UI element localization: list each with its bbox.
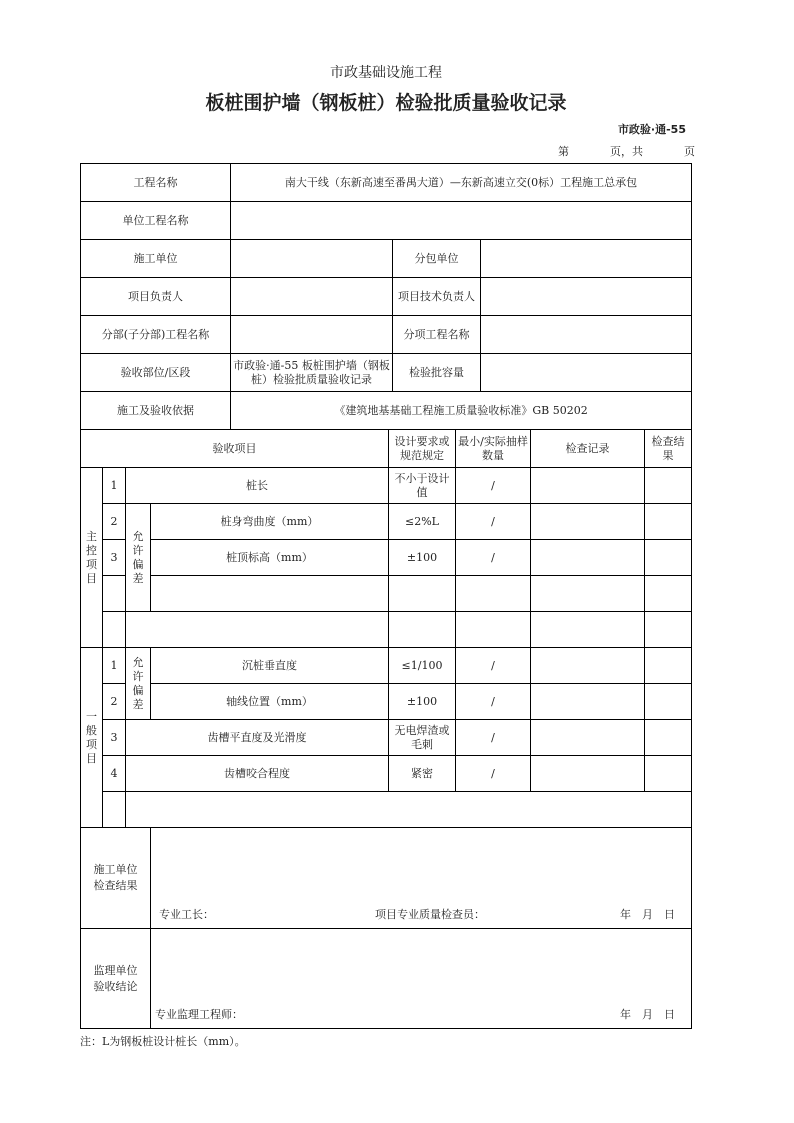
main-row-1-record[interactable] xyxy=(531,468,645,504)
location-value[interactable]: 市政验·通-55 板桩围护墙（钢板桩）检验批质量验收记录 xyxy=(231,354,393,392)
subcontractor-label: 分包单位 xyxy=(393,240,481,278)
general-deviation-label xyxy=(126,648,151,720)
general-label xyxy=(81,648,103,828)
main-row-1-result[interactable] xyxy=(645,468,692,504)
main-row-empty-1-no xyxy=(103,576,126,612)
general-row-4-record[interactable] xyxy=(531,756,645,792)
general-row-4-result[interactable] xyxy=(645,756,692,792)
main-row-empty-1-result[interactable] xyxy=(645,576,692,612)
page-ye: 页 xyxy=(684,145,695,158)
col-header-sample: 最小/实际抽样数量 xyxy=(456,430,531,468)
division-label: 分部(子分部)工程名称 xyxy=(81,316,231,354)
footnote: 注：L为钢板桩设计桩长（mm）。 xyxy=(80,1035,246,1048)
general-row-4-name: 齿槽咬合程度 xyxy=(126,756,389,792)
main-row-3-no: 3 xyxy=(103,540,126,576)
main-row-empty-1 xyxy=(81,576,692,612)
general-row-1-result[interactable] xyxy=(645,648,692,684)
row-contractor xyxy=(81,240,692,278)
main-deviation-label-text: 允许偏差 xyxy=(132,529,144,585)
main-row-1-no: 1 xyxy=(103,468,126,504)
contractor-check-label: 施工单位检查结果 xyxy=(81,828,151,929)
general-row-4-no: 4 xyxy=(103,756,126,792)
main-row-empty-1-sample[interactable] xyxy=(456,576,531,612)
project-manager-value[interactable] xyxy=(231,278,393,316)
inspector-label: 项目专业质量检查员： xyxy=(375,908,485,921)
general-row-1-standard: ≤1/100 xyxy=(389,648,456,684)
page-di: 第 xyxy=(558,145,569,158)
general-row-3-name: 齿槽平直度及光滑度 xyxy=(126,720,389,756)
main-row-empty-1-record[interactable] xyxy=(531,576,645,612)
row-location xyxy=(81,354,692,392)
main-row-2 xyxy=(81,504,692,540)
main-row-empty-2-record[interactable] xyxy=(531,612,645,648)
form-code: 市政验·通-55 xyxy=(617,123,686,136)
general-row-2-name: 轴线位置（mm） xyxy=(151,684,389,720)
subcontractor-value[interactable] xyxy=(481,240,692,278)
general-row-2-standard: ±100 xyxy=(389,684,456,720)
main-row-empty-2-sample[interactable] xyxy=(456,612,531,648)
row-basis xyxy=(81,392,692,430)
subitem-label: 分项工程名称 xyxy=(393,316,481,354)
project-name-value[interactable]: 南大干线（东新高速至番禺大道）—东新高速立交(0标）工程施工总承包 xyxy=(231,164,692,202)
main-row-empty-1-standard[interactable] xyxy=(389,576,456,612)
main-row-empty-2-standard[interactable] xyxy=(389,612,456,648)
contractor-label: 施工单位 xyxy=(81,240,231,278)
col-header-result: 检查结果 xyxy=(645,430,692,468)
basis-value[interactable]: 《建筑地基基础工程施工质量验收标准》GB 50202 xyxy=(231,392,692,430)
main-row-2-standard: ≤2%L xyxy=(389,504,456,540)
general-row-empty-content[interactable] xyxy=(126,792,692,828)
project-name-label: 工程名称 xyxy=(81,164,231,202)
basis-label: 施工及验收依据 xyxy=(81,392,231,430)
general-row-2-record[interactable] xyxy=(531,684,645,720)
general-row-3-result[interactable] xyxy=(645,720,692,756)
main-row-3-result[interactable] xyxy=(645,540,692,576)
subitem-value[interactable] xyxy=(481,316,692,354)
contractor-check-area[interactable] xyxy=(151,828,692,929)
main-row-empty-2 xyxy=(81,612,692,648)
supervisor-date: 年 月 日 xyxy=(620,1008,676,1021)
main-row-empty-2-no xyxy=(103,612,126,648)
general-row-3-record[interactable] xyxy=(531,720,645,756)
main-row-1 xyxy=(81,468,692,504)
col-header-item: 验收项目 xyxy=(81,430,389,468)
main-row-empty-1-name[interactable] xyxy=(151,576,389,612)
general-row-4-sample[interactable]: / xyxy=(456,756,531,792)
unit-project-label: 单位工程名称 xyxy=(81,202,231,240)
main-row-2-record[interactable] xyxy=(531,504,645,540)
capacity-label: 检验批容量 xyxy=(393,354,481,392)
general-row-2-no: 2 xyxy=(103,684,126,720)
location-label: 验收部位/区段 xyxy=(81,354,231,392)
page-ye-gong: 页，共 xyxy=(610,145,643,158)
general-row-1 xyxy=(81,648,692,684)
main-control-label xyxy=(81,468,103,648)
general-row-2-result[interactable] xyxy=(645,684,692,720)
inspection-form-table xyxy=(80,163,692,1029)
tech-manager-label: 项目技术负责人 xyxy=(393,278,481,316)
form-subtitle: 市政基础设施工程 xyxy=(330,65,442,81)
page-counter xyxy=(558,143,695,159)
foreman-label: 专业工长： xyxy=(159,908,214,921)
engineer-label: 专业监理工程师： xyxy=(155,1008,243,1021)
main-row-empty-2-name[interactable] xyxy=(126,612,389,648)
general-label-text: 一般项目 xyxy=(86,709,97,765)
contractor-date: 年 月 日 xyxy=(620,908,676,921)
general-row-empty xyxy=(81,792,692,828)
general-row-3-sample[interactable]: / xyxy=(456,720,531,756)
general-row-3-no: 3 xyxy=(103,720,126,756)
general-row-2-sample[interactable]: / xyxy=(456,684,531,720)
main-row-2-sample[interactable]: / xyxy=(456,504,531,540)
main-row-1-standard: 不小于设计值 xyxy=(389,468,456,504)
general-deviation-label-text: 允许偏差 xyxy=(132,655,144,711)
contractor-value[interactable] xyxy=(231,240,393,278)
general-row-3 xyxy=(81,720,692,756)
main-row-3-sample[interactable]: / xyxy=(456,540,531,576)
col-header-record: 检查记录 xyxy=(531,430,645,468)
row-division xyxy=(81,316,692,354)
tech-manager-value[interactable] xyxy=(481,278,692,316)
capacity-value[interactable] xyxy=(481,354,692,392)
general-row-empty-no xyxy=(103,792,126,828)
unit-project-value[interactable] xyxy=(231,202,692,240)
main-deviation-label xyxy=(126,504,151,612)
supervisor-check-label: 监理单位验收结论 xyxy=(81,929,151,1029)
main-row-empty-2-result[interactable] xyxy=(645,612,692,648)
row-supervisor-check xyxy=(81,929,692,1029)
main-control-label-text: 主控项目 xyxy=(86,529,97,585)
main-row-3 xyxy=(81,540,692,576)
main-row-3-record[interactable] xyxy=(531,540,645,576)
general-row-1-sample[interactable]: / xyxy=(456,648,531,684)
main-row-3-name: 桩顶标高（mm） xyxy=(151,540,389,576)
row-column-headers xyxy=(81,430,692,468)
row-unit-project xyxy=(81,202,692,240)
general-row-1-name: 沉桩垂直度 xyxy=(151,648,389,684)
division-value[interactable] xyxy=(231,316,393,354)
main-row-3-standard: ±100 xyxy=(389,540,456,576)
main-row-2-no: 2 xyxy=(103,504,126,540)
project-manager-label: 项目负责人 xyxy=(81,278,231,316)
row-managers xyxy=(81,278,692,316)
main-row-2-name: 桩身弯曲度（mm） xyxy=(151,504,389,540)
col-header-design: 设计要求或规范规定 xyxy=(389,430,456,468)
general-row-1-record[interactable] xyxy=(531,648,645,684)
main-row-1-sample[interactable]: / xyxy=(456,468,531,504)
row-project-name xyxy=(81,164,692,202)
general-row-1-no: 1 xyxy=(103,648,126,684)
general-row-4-standard: 紧密 xyxy=(389,756,456,792)
supervisor-check-area[interactable] xyxy=(151,929,692,1029)
general-row-3-standard: 无电焊渣或毛刺 xyxy=(389,720,456,756)
main-row-2-result[interactable] xyxy=(645,504,692,540)
main-row-1-name: 桩长 xyxy=(126,468,389,504)
general-row-2 xyxy=(81,684,692,720)
general-row-4 xyxy=(81,756,692,792)
row-contractor-check xyxy=(81,828,692,929)
form-title: 板桩围护墙（钢板桩）检验批质量验收记录 xyxy=(205,92,567,114)
